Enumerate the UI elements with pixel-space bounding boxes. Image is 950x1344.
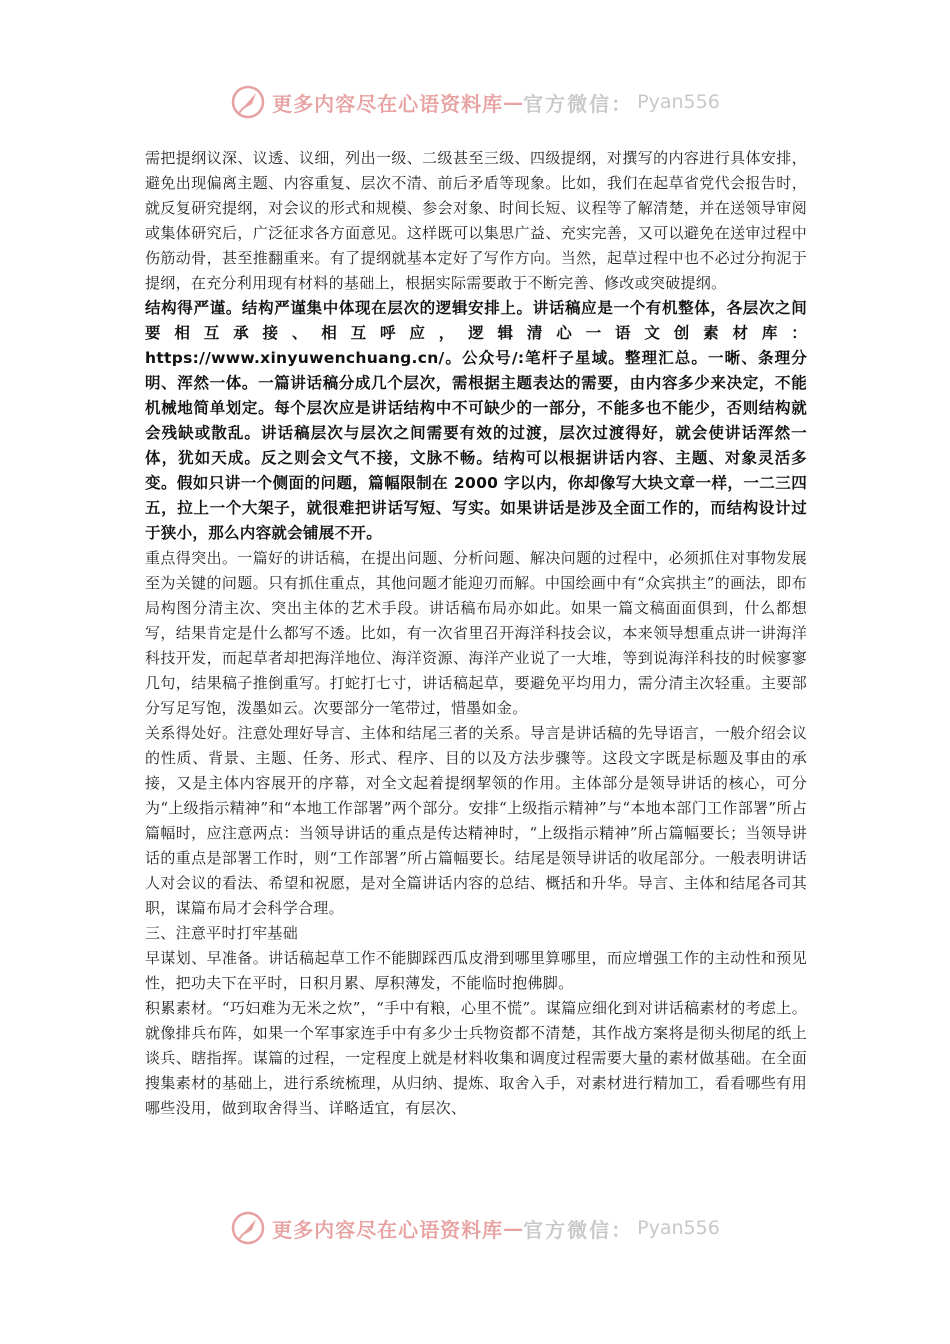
- paragraph: 积累素材。“巧妇难为无米之炊”，“手中有粮，心里不慌”。谋篇应细化到对讲话稿素材的考虑上。就像排兵布阵，如果一个军事家连手中有多少士兵物资都不清楚，其作战方案将是彻头彻尾的纸上谈兵、瞎指挥。谋篇的过程，一定程度上就是材料收集和调度过程需要大量的素材做基础。在全面搜集素材的基础上，进行系统梳理，从归纳、提炼、取舍入手，对素材进行精加工，看看哪些有用哪些没用，做到取舍得当、详略适宜，有层次、: [145, 999, 807, 1117]
- banner-wechat-id: Pyan556: [637, 1217, 720, 1239]
- paragraph: 需把提纲议深、议透、议细，列出一级、二级甚至三级、四级提纲，对撰写的内容进行具体安排，避免出现偏离主题、内容重复、层次不清、前后矛盾等现象。比如，我们在起草省党代会报告时，就反复研究提纲，对会议的形式和规模、参会对象、时间长短、议程等了解清楚，并在送领导审阅或集体研究后，广泛征求各方面意见。这样既可以集思广益、充实完善，又可以避免在送审过程中伤筋动骨，甚至推翻重来。有了提纲就基本定好了写作方向。当然，起草过程中也不必过分拘泥于提纲，在充分利用现有材料的基础上，根据实际需要敢于不断完善、修改或突破提纲。: [145, 149, 807, 292]
- quill-circle-icon: [230, 84, 266, 120]
- banner-wechat-label: 官方微信：: [523, 91, 634, 116]
- banner-text: 更多内容尽在心语资料库: [272, 91, 504, 116]
- banner-text: 更多内容尽在心语资料库: [272, 1217, 504, 1242]
- paragraph: 关系得处好。注意处理好导言、主体和结尾三者的关系。导言是讲话稿的先导语言，一般介绍会议的性质、背景、主题、任务、形式、程序、目的以及方法步骤等。这段文字既是标题及事由的承接，又是主体内容展开的序幕，对全文起着提纲挈领的作用。主体部分是领导讲话的核心，可分为“上级指示精神”和“本地工作部署”两个部分。安排“上级指示精神”与“本地本部门工作部署”所占篇幅时，应注意两点：当领导讲话的重点是传达精神时，“上级指示精神”所占篇幅要长；当领导讲话的重点是部署工作时，则“工作部署”所占篇幅要长。结尾是领导讲话的收尾部分。一般表明讲话人对会议的看法、希望和祝愿，是对全篇讲话内容的总结、概括和升华。导言、主体和结尾各司其职，谋篇布局才会科学合理。: [145, 724, 807, 917]
- footer-banner: [0, 1206, 950, 1250]
- quill-circle-icon: [230, 1210, 266, 1246]
- section-heading: 三、注意平时打牢基础: [145, 924, 299, 942]
- paragraph-structure: 结构得严谨。结构严谨集中体现在层次的逻辑安排上。讲话稿应是一个有机整体，各层次之间要相互承接、相互呼应，逻辑清心一语文创素材库：https://www.xinyuwenchuang.cn/。公众号/:笔杆子星域。整理汇总。一晰、条理分明、浑然一体。一篇讲话稿分成几个层次，需根据主题表达的需要，由内容多少来决定，不能机械地简单划定。每个层次应是讲话结构中不可缺少的一部分，不能多也不能少，否则结构就会残缺或散乱。讲话稿层次与层次之间需要有效的过渡，层次过渡得好，就会使讲话浑然一体，犹如天成。反之则会文气不接，文脉不畅。结构可以根据讲话内容、主题、对象灵活多变。假如只讲一个侧面的问题，篇幅限制在 2000 字以内，你却像写大块文章一样，一二三四五，拉上一个大架子，就很难把讲话写短、写实。如果讲话是涉及全面工作的，而结构设计过于狭小，那么内容就会铺展不开。: [145, 299, 807, 542]
- banner-dash: —: [503, 90, 524, 114]
- paragraph: 重点得突出。一篇好的讲话稿，在提出问题、分析问题、解决问题的过程中，必须抓住对事物发展至为关键的问题。只有抓住重点，其他问题才能迎刃而解。中国绘画中有“众宾拱主”的画法，即布局构图分清主次、突出主体的艺术手段。讲话稿布局亦如此。如果一篇文稿面面俱到，什么都想写，结果肯定是什么都写不透。比如，有一次省里召开海洋科技会议，本来领导想重点讲一讲海洋科技开发，而起草者却把海洋地位、海洋资源、海洋产业说了一大堆，等到说海洋科技的时候寥寥几句，结果稿子推倒重写。打蛇打七寸，讲话稿起草，要避免平均用力，需分清主次轻重。主要部分写足写饱，泼墨如云。次要部分一笔带过，惜墨如金。: [145, 549, 807, 717]
- banner-wechat-label: 官方微信：: [523, 1217, 634, 1242]
- banner-wechat-id: Pyan556: [637, 91, 720, 113]
- paragraph: 早谋划、早准备。讲话稿起草工作不能脚踩西瓜皮滑到哪里算哪里，而应增强工作的主动性和预见性，把功夫下在平时，日积月累、厚积薄发，不能临时抱佛脚。: [145, 949, 807, 992]
- document-body: [145, 146, 807, 1121]
- header-banner: [0, 80, 950, 124]
- banner-dash: —: [503, 1216, 524, 1240]
